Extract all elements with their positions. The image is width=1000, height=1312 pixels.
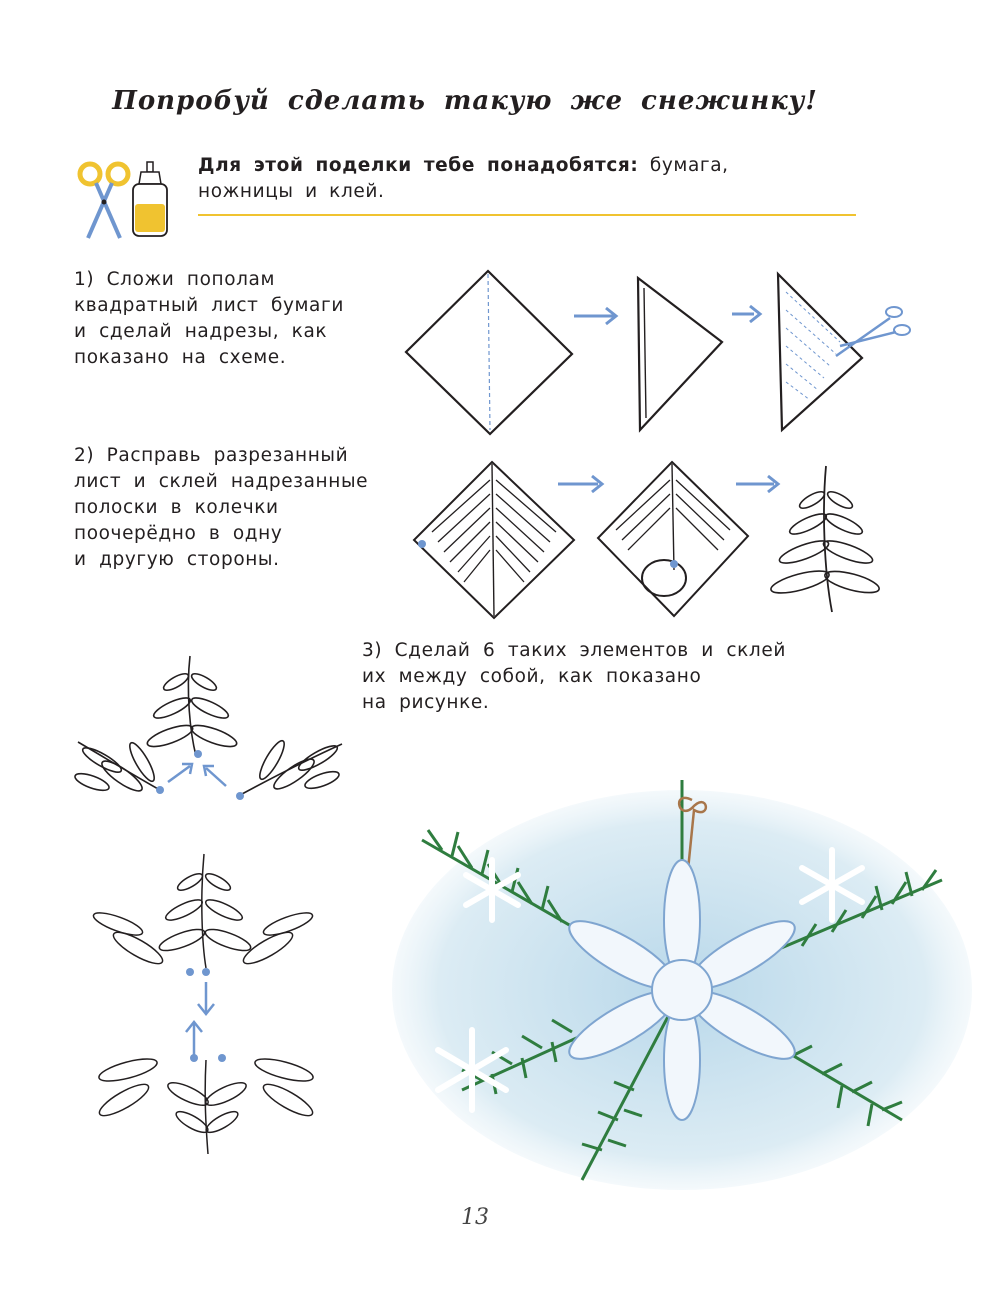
fern-element-drawing (73, 740, 160, 796)
fern-element-drawing (769, 466, 881, 612)
step-2-text: 2) Расправь разрезанный лист и склей надрезанные полоски в колечки поочерёдно в одну и другую стороны. (74, 445, 369, 570)
arrow-icon (168, 764, 226, 786)
arrow-right-icon (732, 306, 760, 322)
cut-triangle-drawing (778, 274, 862, 430)
page-title: Попробуй сделать такую же снежинку! (112, 86, 818, 116)
ring-step-drawing (598, 462, 748, 616)
assembly-three-diagram (72, 652, 352, 822)
step-3-text: 3) Сделай 6 таких элементов и склей их между собой, как показано на рисунке. (362, 640, 786, 713)
fern-element-drawing (242, 738, 342, 794)
glue-icon (127, 160, 173, 240)
cut-sheet-drawing (414, 462, 574, 618)
arrow-right-icon (574, 308, 616, 324)
materials-items: бумага, ножницы и клей. (198, 155, 729, 202)
page-number: 13 (461, 1205, 489, 1230)
fern-element-drawing (145, 656, 239, 756)
materials-text (198, 153, 778, 205)
folded-triangle-drawing (638, 278, 722, 430)
scissors-cut-icon (836, 307, 910, 356)
arrow-right-icon (736, 476, 778, 492)
arrow-down-icon (198, 982, 214, 1014)
fern-cluster-bottom (96, 1055, 316, 1154)
step-1-text: 1) Сложи пополам квадратный лист бумаги и сделай надрезы, как показано на схеме. (74, 269, 344, 368)
arrow-up-icon (186, 1022, 202, 1056)
accent-divider (198, 214, 856, 216)
assembly-six-diagram (88, 848, 328, 1158)
square-sheet-drawing (406, 271, 572, 434)
step2-diagram (412, 460, 862, 620)
materials-label: Для этой поделки тебе понадобятся: (198, 155, 639, 176)
arrow-right-icon (558, 476, 602, 492)
step1-diagram (400, 268, 910, 438)
snowflake-illustration (382, 760, 978, 1200)
fern-cluster-top (91, 854, 315, 969)
